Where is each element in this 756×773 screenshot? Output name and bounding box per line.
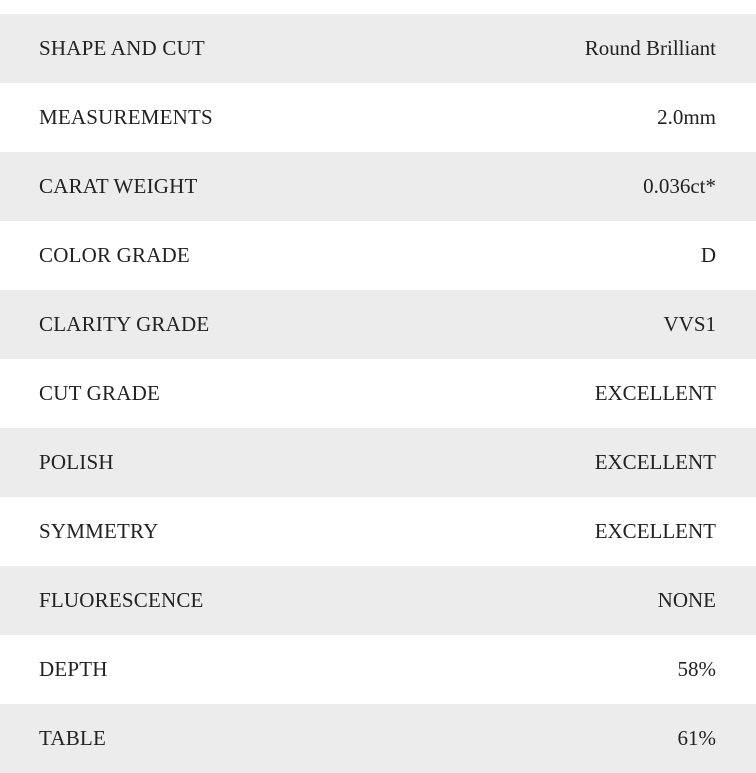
spec-row-fluorescence	[0, 566, 756, 635]
spec-row-color-grade	[0, 221, 756, 290]
spec-row-shape-and-cut	[0, 14, 756, 83]
spec-row-symmetry	[0, 497, 756, 566]
diamond-spec-table	[0, 14, 756, 773]
spec-row-polish	[0, 428, 756, 497]
spec-label: COLOR GRADE	[39, 243, 190, 267]
spec-value: EXCELLENT	[594, 519, 716, 543]
spec-label: TABLE	[39, 726, 106, 750]
spec-value: EXCELLENT	[594, 381, 716, 405]
spec-value: EXCELLENT	[594, 450, 716, 474]
spec-label: MEASUREMENTS	[39, 105, 213, 129]
spec-value: D	[700, 243, 716, 267]
spec-value: VVS1	[663, 312, 716, 336]
spec-value: 61%	[677, 726, 716, 750]
spec-row-depth	[0, 635, 756, 704]
spec-label: CLARITY GRADE	[39, 312, 210, 336]
spec-row-clarity-grade	[0, 290, 756, 359]
spec-label: FLUORESCENCE	[39, 588, 204, 612]
spec-value: Round Brilliant	[584, 36, 716, 60]
spec-value: 0.036ct*	[643, 174, 716, 198]
spec-label: POLISH	[39, 450, 114, 474]
spec-row-carat-weight	[0, 152, 756, 221]
spec-label: SYMMETRY	[39, 519, 159, 543]
spec-row-measurements	[0, 83, 756, 152]
spec-label: DEPTH	[39, 657, 108, 681]
spec-row-cut-grade	[0, 359, 756, 428]
spec-label: SHAPE AND CUT	[39, 36, 205, 60]
spec-value: 58%	[677, 657, 716, 681]
spec-label: CUT GRADE	[39, 381, 161, 405]
spec-value: NONE	[657, 588, 716, 612]
spec-label: CARAT WEIGHT	[39, 174, 198, 198]
spec-row-table	[0, 704, 756, 773]
spec-value: 2.0mm	[657, 105, 716, 129]
